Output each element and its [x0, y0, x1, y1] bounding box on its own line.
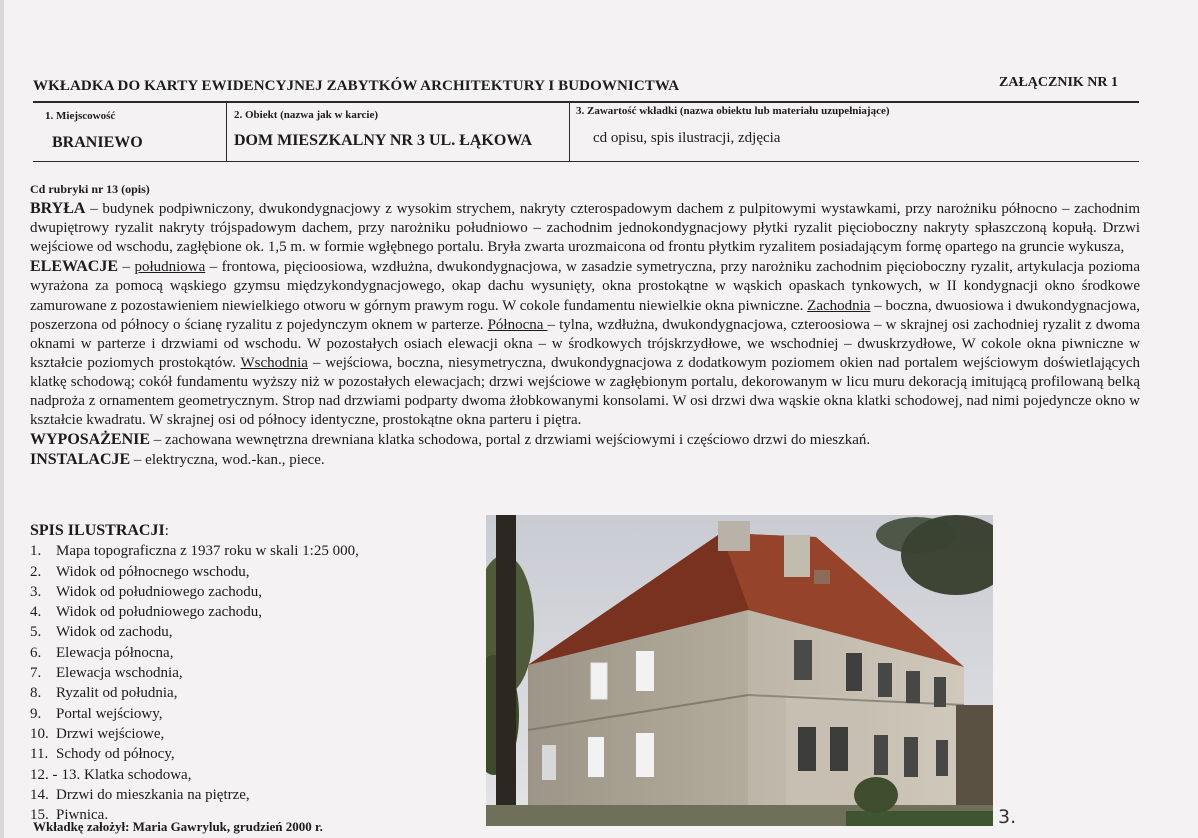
paragraph-bryla — [30, 199, 1140, 257]
illustration-item-number: 14. — [30, 786, 49, 803]
illustration-item-text: Drzwi do mieszkania na piętrze, — [56, 786, 250, 803]
document-title: WKŁADKA DO KARTY EWIDENCYJNEJ ZABYTKÓW ARCHITEKTURY I BUDOWNICTWA — [33, 78, 680, 94]
object-label: 2. Obiekt (nazwa jak w karcie) — [234, 109, 379, 121]
continuation-note: Cd rubryki nr 13 (opis) — [30, 182, 150, 196]
heading-elewacje: ELEWACJE — [30, 258, 119, 276]
text-bryla: – budynek podpiwniczony, dwukondygnacjowy z wysokim strychem, nakryty czterospadowym dachem z pulpitowymi wystawkami, przy narożniku północno – zachodnim dwupiętrowy ryzalit nakryty trójspadowym dachem, przy narożniku południowo – zachodnim jednokondygnacjowy płytki ryzalit pięcioboczny nakryty spłaszczoną kopułą. Drzwi wejściowe od wschodu, zagłębione ok. 1,5 m. w formie wgłębnego portalu. Bryła zwarta urozmaicona od frontu płytkim ryzalitem posiadającym formę opartego na gruncie wykusza, — [30, 201, 1140, 256]
illustration-item-number: 8. — [30, 685, 42, 702]
illustration-item-number: 9. — [30, 705, 42, 722]
illustration-item-text: Piwnica. — [56, 807, 109, 824]
illustration-item-text: Widok od północnego wschodu, — [56, 563, 250, 580]
illustration-item-text: Elewacja wschodnia, — [56, 665, 183, 682]
illustration-item-text: Widok od zachodu, — [56, 624, 173, 641]
illustration-item — [30, 765, 359, 785]
table-bottom-border — [33, 161, 1139, 162]
illustration-item-number: 11. — [30, 746, 49, 763]
object-value: DOM MIESZKALNY NR 3 UL. ŁĄKOWA — [234, 132, 533, 149]
illustration-item — [30, 744, 359, 764]
label-west: Zachodnia — [807, 297, 871, 314]
illustration-item — [30, 541, 359, 561]
text-west: – boczna, dwuosiowa i dwukondygnacjowa, poszerzona od północy o ścianę ryzalitu z pojedynczym oknem w parterze. — [30, 297, 1140, 333]
illustration-item-number: 6. — [30, 644, 42, 661]
scan-edge — [0, 0, 4, 838]
text-east: – wejściowa, boczna, niesymetryczna, dwukondygnacjowa z dodatkowym poziomem okien nad portalem wejściowym doświetlających klatkę schodową; cokół fundamentu wyższy niż w pozostałych elewacjach; drzwi wejściowe w zagłębionym portalu, dekorowanym w licu muru dekoracją imitującą profilowaną belką nadproża z ornamentem geometrycznym. Strop nad drzwiami podparty dwoma żłobkowanymi konsolami. W osi drzwi dwa wąskie okna klatki schodowej, nad nimi pojedyncze okno w kształcie kwadratu. W skrajnej osi od północy identyczne, prostokątne okna parteru i piętra. — [30, 354, 1140, 429]
illustration-item — [30, 663, 359, 683]
illustration-item — [30, 582, 359, 602]
label-north: Północna — [487, 316, 548, 333]
illustration-item-text: Mapa topograficzna z 1937 roku w skali 1:25 000, — [56, 543, 359, 560]
paragraph-instalacje — [30, 450, 1140, 470]
colon: : — [164, 523, 169, 539]
illustration-item — [30, 785, 359, 805]
illustration-list-title: SPIS ILUSTRACJI — [30, 522, 165, 539]
heading-wyposazenie: WYPOSAŻENIE — [30, 431, 151, 449]
text-wyposazenie: – zachowana wewnętrzna drewniana klatka schodowa, portal z drzwiami wejściowymi i częściowo drzwi do mieszkań. — [150, 432, 871, 449]
illustration-item — [30, 562, 359, 582]
illustration-item-text: Schody od północy, — [56, 746, 175, 763]
attachment-number: ZAŁĄCZNIK NR 1 — [999, 75, 1119, 90]
illustration-item-number: 15. — [30, 807, 49, 824]
illustration-item-text: Widok od południowego zachodu, — [56, 604, 263, 621]
illustration-item-text: 13. Klatka schodowa, — [61, 766, 192, 783]
photo-number: 3. — [998, 806, 1017, 828]
heading-instalacje: INSTALACJE — [30, 451, 131, 469]
content-label: 3. Zawartość wkładki (nazwa obiektu lub materiału uzupełniające) — [576, 105, 890, 117]
illustration-list — [30, 521, 359, 825]
text-south: – frontowa, pięcioosiowa, wzdłużna, dwukondygnacjowa, w zasadzie symetryczna, przy narożniku zachodnim pięcioboczny ryzalit, artykulacja pozioma wyrażona za pomocą wąskiego gzymsu międzykondygnacjowego, okap dachu wysunięty, okna prostokątne w wąskich opaskach tynkowych, w II kondygnacji okno środkowe zamurowane z pozostawieniem niewielkiego otworu w górnym prawym rogu. W cokole fundamentu niewielkie okna piwniczne. — [30, 259, 1141, 314]
illustration-item-text: Elewacja północna, — [56, 644, 174, 661]
paragraph-elewacje — [30, 257, 1140, 430]
illustration-item-number: 2. — [30, 563, 42, 580]
building-photograph — [486, 515, 993, 826]
illustration-item — [30, 643, 359, 663]
illustration-item-text: Portal wejściowy, — [56, 705, 163, 722]
separator: – — [118, 259, 135, 276]
illustration-item-number: 7. — [30, 665, 42, 682]
illustration-item-number: 3. — [30, 583, 42, 600]
label-east: Wschodnia — [240, 354, 308, 371]
house-photo-illustration — [486, 515, 993, 826]
label-south: południowa — [134, 259, 206, 276]
illustration-item-number: 5. — [30, 624, 42, 641]
paragraph-wyposazenie — [30, 430, 1140, 450]
description-body — [30, 180, 1140, 470]
text-north: – tylna, wzdłużna, dwukondygnacjowa, czteroosiowa – w skrajnej osi zachodniej ryzalit z dwoma oknami w parterze i drzwiami od wschodu. W pozostałych osiach elewacji okna – w środkowych trójskrzydłowe, we wschodniej – dwuskrzydłowe, W cokole okna piwniczne w kształcie poziomych prostokątów. — [30, 316, 1140, 371]
illustration-item-text: Widok od południowego zachodu, — [56, 583, 263, 600]
illustration-item-number: 12. - — [30, 766, 58, 783]
illustration-item-number: 4. — [30, 604, 42, 621]
locality-label: 1. Miejscowość — [45, 110, 116, 122]
illustration-item-number: 1. — [30, 543, 42, 560]
table-divider-2 — [569, 102, 570, 161]
illustration-item — [30, 683, 359, 703]
illustration-item-text: Drzwi wejściowe, — [56, 725, 165, 742]
text-instalacje: – elektryczna, wod.-kan., piece. — [130, 452, 325, 469]
illustration-item-number: 10. — [30, 725, 49, 742]
illustration-item — [30, 602, 359, 622]
table-divider-1 — [226, 102, 227, 161]
illustration-item-text: Ryzalit od południa, — [56, 685, 178, 702]
table-top-border — [33, 101, 1139, 103]
content-value: cd opisu, spis ilustracji, zdjęcia — [593, 130, 781, 146]
illustration-item — [30, 724, 359, 744]
heading-bryla: BRYŁA — [30, 200, 86, 218]
illustration-item — [30, 704, 359, 724]
locality-value: BRANIEWO — [52, 134, 143, 151]
illustration-items — [30, 541, 359, 825]
illustration-item — [30, 622, 359, 642]
author-footer: Wkładkę założył: Maria Gawryluk, grudzień 2000 r. — [33, 819, 323, 834]
